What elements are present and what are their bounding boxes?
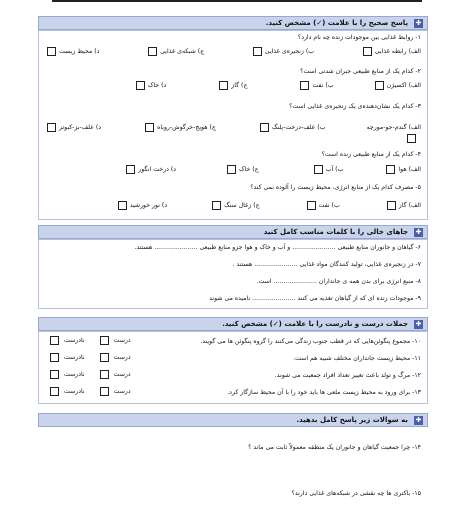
question-13-answers: درست نادرست: [47, 387, 131, 396]
option-4b[interactable]: ب) آب: [311, 165, 344, 174]
checkbox[interactable]: [136, 81, 145, 90]
checkbox[interactable]: [118, 201, 127, 210]
question-10: ۱۰- مجموع پنگوئن‌هایی که در قطب جنوب زندگی می‌کنند را گروه پنگوئن ها می گویند.: [200, 338, 421, 345]
option-5b[interactable]: ب) نفت: [304, 201, 340, 210]
checkbox[interactable]: [307, 201, 316, 210]
checkbox[interactable]: [363, 47, 372, 56]
section-title: به سوالات زیر پاسخ کامل بدهید.: [296, 416, 408, 424]
checkbox[interactable]: [387, 201, 396, 210]
checkbox[interactable]: [375, 81, 384, 90]
checkbox[interactable]: [314, 165, 323, 174]
true-checkbox[interactable]: [100, 370, 109, 379]
option-5a[interactable]: الف) گاز: [384, 201, 421, 210]
true-checkbox[interactable]: [100, 353, 109, 362]
false-checkbox[interactable]: [50, 370, 59, 379]
question-1: ۱- روابط غذایی بین موجودات زنده چه نام دارد؟: [297, 34, 421, 41]
checkbox[interactable]: [253, 47, 262, 56]
checkbox[interactable]: [227, 165, 236, 174]
question-5-options: [44, 199, 421, 211]
option-5d[interactable]: د) نور خورشید: [115, 201, 167, 210]
option-2c[interactable]: ج) گاز: [216, 81, 247, 90]
question-12: ۱۲- مرگ و تولد باعث تغییر تعداد افراد جمعیت می شوند.: [274, 372, 421, 379]
option-3c[interactable]: ج) هویج-خرگوش-روباه: [142, 123, 216, 132]
question-10-answers: درست نادرست: [47, 336, 131, 345]
question-9: ۹- موجودات زنده ای که از گیاهان تغذیه می کنند ...................... نامیده می شوند: [209, 295, 421, 302]
option-5c[interactable]: ج) زغال سنگ: [209, 201, 260, 210]
section-fill-blanks-header: [38, 225, 428, 239]
question-7: ۷- در زنجیره‌ی غذایی، تولید کنندگان مواد غذایی ...................... هستند .: [232, 261, 421, 268]
question-2-options: [44, 79, 421, 91]
option-1a[interactable]: الف) رابطه غذایی: [360, 47, 421, 56]
checkbox[interactable]: [47, 123, 56, 132]
question-4-options: [44, 163, 421, 175]
question-5: ۵- مصرف کدام یک از منابع انرژی، محیط زیست را آلوده نمی کند؟: [250, 184, 421, 191]
true-checkbox[interactable]: [100, 336, 109, 345]
question-8: ۸- منبع انرژی برای بدن همه ی جانداران ...................... است.: [256, 278, 421, 285]
top-rule: [52, 0, 422, 2]
section-title: جملات درست و نادرست را با علامت (✓) مشخص کنید.: [222, 320, 408, 328]
question-3-options: [44, 121, 421, 133]
option-3a[interactable]: الف) گندم-جو-مورچه: [366, 123, 421, 131]
option-4c[interactable]: ج) خاک: [224, 165, 259, 174]
question-4: ۴- کدام یک از منابع طبیعی زنده است؟: [321, 151, 421, 158]
section-icon: ✚: [415, 415, 422, 424]
option-3a-checkbox[interactable]: [407, 134, 416, 143]
question-3: ۳- کدام یک نشان‌دهنده‌ی یک زنجیره‌ی غذایی است؟: [289, 103, 421, 110]
option-4d[interactable]: د) درخت انگور: [123, 165, 176, 174]
checkbox[interactable]: [219, 81, 228, 90]
section-icon: ✚: [415, 227, 422, 236]
false-checkbox[interactable]: [50, 387, 59, 396]
option-2d[interactable]: د) خاک: [133, 81, 166, 90]
question-2: ۲- کدام یک از منابع طبیعی جبران شدنی است؟: [300, 68, 421, 75]
true-checkbox[interactable]: [100, 387, 109, 396]
checkbox[interactable]: [260, 123, 269, 132]
question-11: ۱۱- محیط زیست جانداران مختلف شبیه هم است.: [293, 355, 421, 362]
option-3b[interactable]: ب) علف-درخت-پلنگ: [257, 123, 326, 132]
checkbox[interactable]: [47, 47, 56, 56]
section-true-false-header: [38, 317, 428, 331]
checkbox[interactable]: [212, 201, 221, 210]
option-2b[interactable]: ب) نفت: [297, 81, 333, 90]
checkbox[interactable]: [148, 47, 157, 56]
checkbox[interactable]: [386, 165, 395, 174]
question-14: ۱۴- چرا جمعیت گیاهان و جانوران یک منطقه معمولاً ثابت می ماند ؟: [248, 444, 421, 451]
option-4a[interactable]: الف) هوا: [383, 165, 421, 174]
question-12-answers: درست نادرست: [47, 370, 131, 379]
option-1c[interactable]: ج) شبکه‌ی غذایی: [145, 47, 204, 56]
question-1-options: [44, 45, 421, 57]
option-2a[interactable]: الف) اکسیژن: [372, 81, 421, 90]
question-11-answers: درست نادرست: [47, 353, 131, 362]
checkbox[interactable]: [300, 81, 309, 90]
section-title: جاهای خالی را با کلمات مناسب کامل کنید: [263, 228, 408, 236]
option-3d[interactable]: د) علف-بز-کبوتر: [44, 123, 101, 132]
question-6: ۶- گیاهان و جانوران منابع طبیعی ...................... و آب و خاک و هوا جزو منابع طبیعی ...................... هستند.: [134, 244, 421, 251]
section-icon: ✚: [415, 319, 422, 328]
checkbox[interactable]: [145, 123, 154, 132]
false-checkbox[interactable]: [50, 336, 59, 345]
section-icon: ✚: [415, 18, 422, 27]
question-15: ۱۵- باکتری ها چه نقشی در شبکه‌های غذایی دارند؟: [291, 490, 421, 497]
question-13: ۱۳- برای ورود به محیط زیست ملعی ها باید خود را با آن محیط سازگار کرد.: [227, 389, 421, 396]
section-multiple-choice-header: [38, 16, 428, 30]
section-descriptive-header: [38, 413, 428, 427]
false-checkbox[interactable]: [50, 353, 59, 362]
option-1d[interactable]: د) محیط زیست: [44, 47, 99, 56]
checkbox[interactable]: [126, 165, 135, 174]
option-1b[interactable]: ب) زنجیره‌ی غذایی: [250, 47, 314, 56]
section-title: پاسخ صحیح را با علامت (✓) مشخص کنید.: [265, 19, 408, 27]
